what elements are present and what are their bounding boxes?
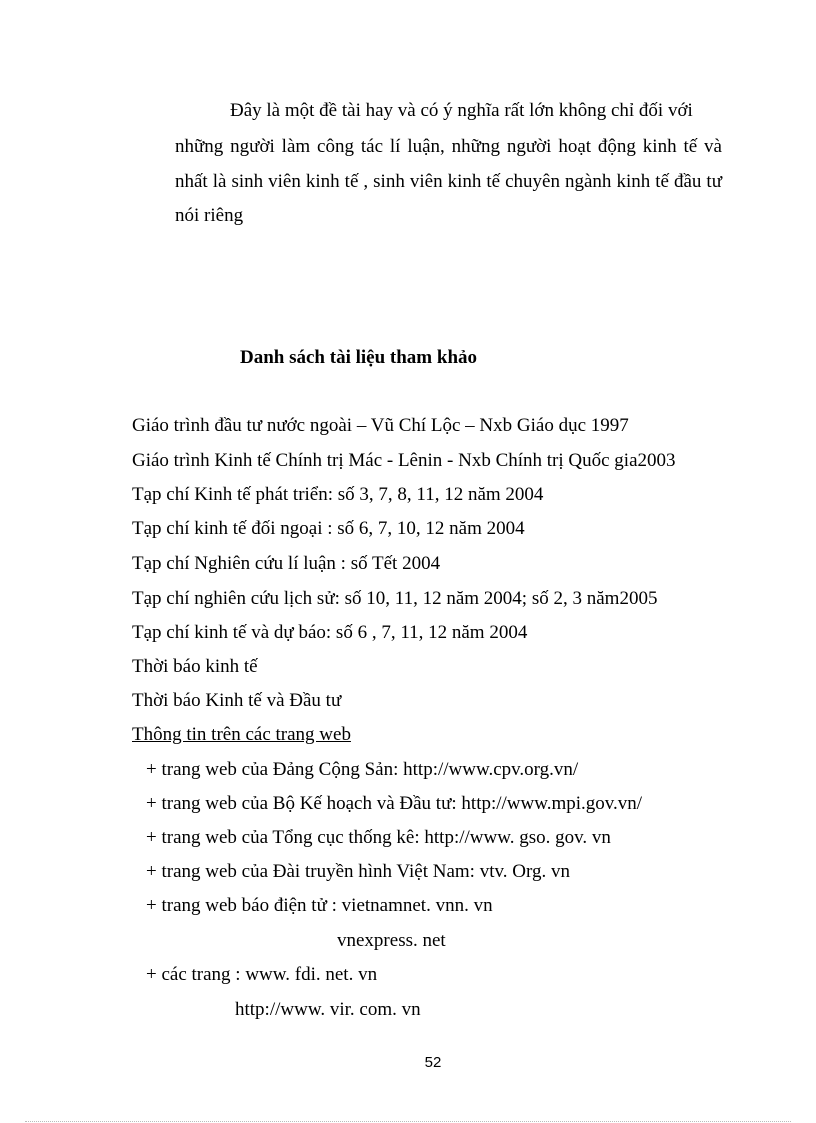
web-item: + trang web của Đảng Cộng Sản: http://www.cpv.org.vn/ bbox=[146, 759, 579, 780]
reference-item: Thời báo Kinh tế và Đầu tư bbox=[132, 690, 342, 711]
web-item: + trang web của Tổng cục thống kê: http://www. gso. gov. vn bbox=[146, 827, 611, 848]
reference-item: Tạp chí kinh tế và dự báo: số 6 , 7, 11, 12 năm 2004 bbox=[132, 622, 528, 643]
page-bottom-divider bbox=[25, 1121, 791, 1122]
intro-line-4: nói riêng bbox=[175, 205, 244, 226]
reference-item: Thời báo kinh tế bbox=[132, 656, 258, 677]
web-item-other: + các trang : www. fdi. net. vn bbox=[146, 964, 378, 985]
web-item-continuation: http://www. vir. com. vn bbox=[235, 999, 421, 1020]
reference-item: Giáo trình đầu tư nước ngoài – Vũ Chí Lộc – Nxb Giáo dục 1997 bbox=[132, 415, 629, 436]
web-item: + trang web của Bộ Kế hoạch và Đầu tư: http://www.mpi.gov.vn/ bbox=[146, 793, 643, 814]
web-item-continuation: vnexpress. net bbox=[337, 930, 446, 951]
reference-item: Tạp chí Nghiên cứu lí luận : số Tết 2004 bbox=[132, 553, 441, 574]
reference-item: Tạp chí nghiên cứu lịch sử: số 10, 11, 12 năm 2004; số 2, 3 năm2005 bbox=[132, 588, 658, 609]
web-item: + trang web của Đài truyền hình Việt Nam: vtv. Org. vn bbox=[146, 861, 570, 882]
reference-item: Giáo trình Kinh tế Chính trị Mác - Lênin - Nxb Chính trị Quốc gia2003 bbox=[132, 450, 676, 471]
intro-line-2: những người làm công tác lí luận, những người hoạt động kinh tế và bbox=[175, 136, 722, 157]
reference-item: Tạp chí Kinh tế phát triển: số 3, 7, 8, 11, 12 năm 2004 bbox=[132, 484, 544, 505]
page-number: 52 bbox=[424, 1054, 442, 1071]
web-sources-heading: Thông tin trên các trang web bbox=[132, 724, 351, 745]
intro-line-1: Đây là một đề tài hay và có ý nghĩa rất lớn không chỉ đối với bbox=[230, 100, 693, 121]
intro-line-3: nhất là sinh viên kinh tế , sinh viên kinh tế chuyên ngành kinh tế đầu tư bbox=[175, 171, 722, 192]
web-item: + trang web báo điện tử : vietnamnet. vnn. vn bbox=[146, 895, 493, 916]
reference-item: Tạp chí kinh tế đối ngoại : số 6, 7, 10, 12 năm 2004 bbox=[132, 518, 525, 539]
references-title: Danh sách tài liệu tham khảo bbox=[240, 347, 478, 368]
